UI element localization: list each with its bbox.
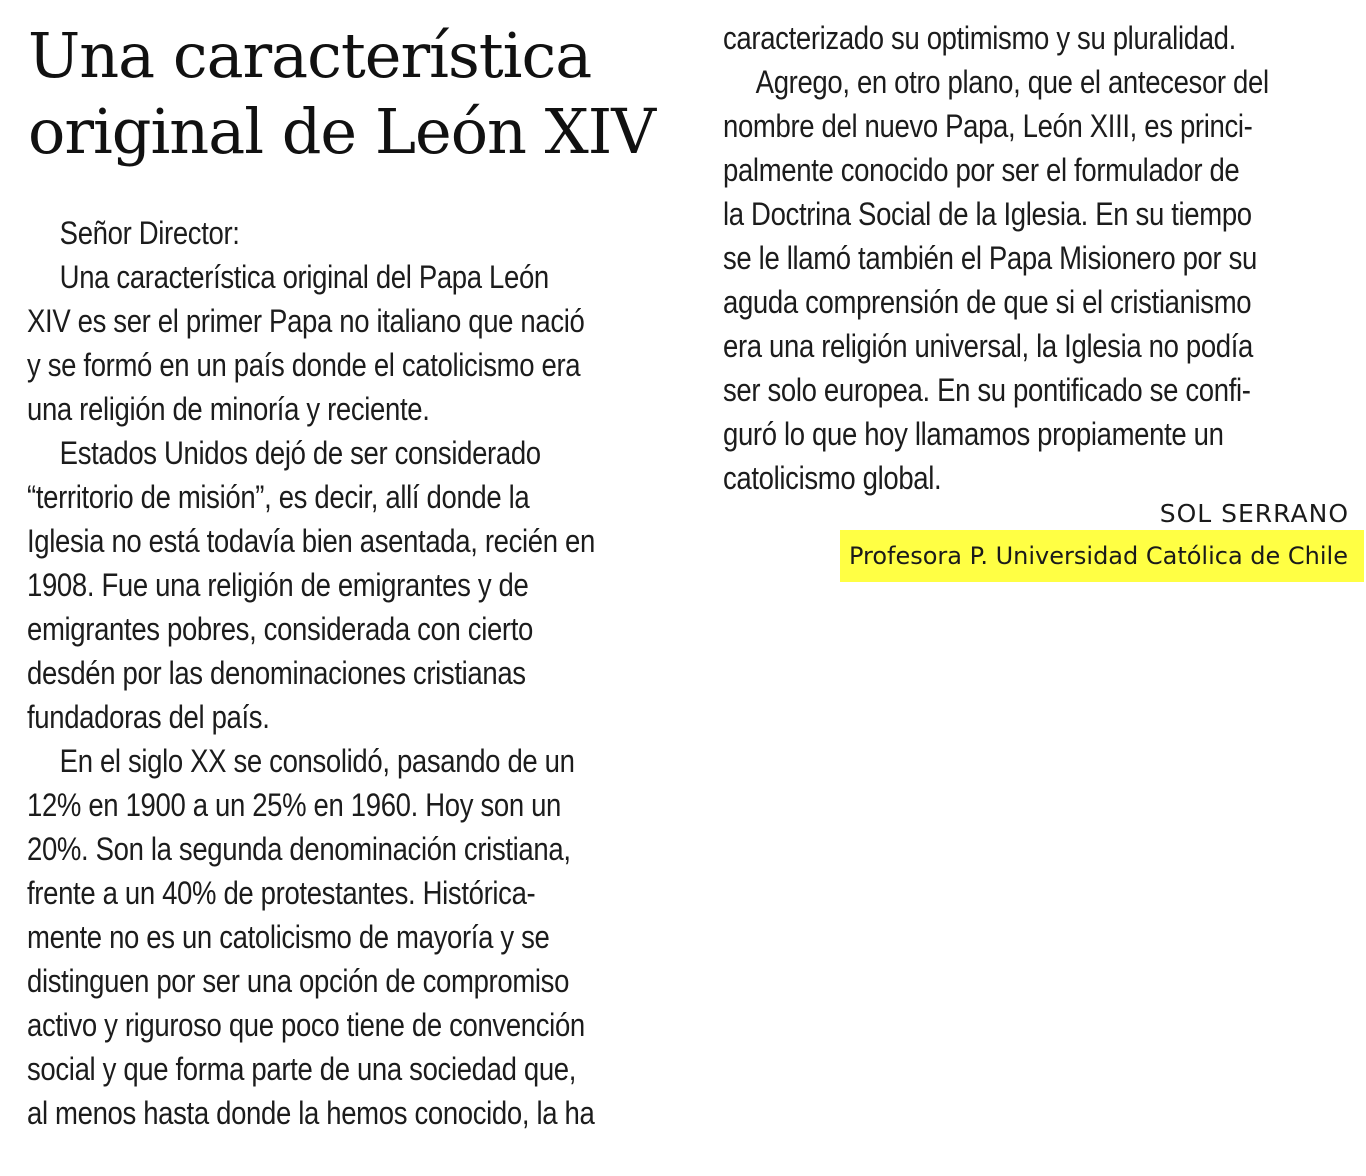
text-line: fundadoras del país. bbox=[27, 699, 270, 735]
text-line: desdén por las denominaciones cristianas bbox=[27, 655, 526, 691]
text-line: Estados Unidos dejó de ser considerado bbox=[59, 435, 541, 471]
text-line: una religión de minoría y reciente. bbox=[27, 391, 430, 427]
text-line: distinguen por ser una opción de compromiso bbox=[27, 963, 570, 999]
body-column-right bbox=[723, 16, 1273, 500]
text-line: ser solo europea. En su pontificado se confi- bbox=[723, 372, 1251, 408]
headline-line: original de León XIV bbox=[28, 95, 656, 168]
text-line: mente no es un catolicismo de mayoría y se bbox=[27, 919, 550, 955]
text-line: al menos hasta donde la hemos conocido, la ha bbox=[27, 1095, 595, 1131]
text-line: frente a un 40% de protestantes. Histórica- bbox=[27, 875, 536, 911]
salutation: Señor Director: bbox=[59, 215, 240, 251]
text-line: y se formó en un país donde el catolicismo era bbox=[27, 347, 581, 383]
author-role-highlighted: Profesora P. Universidad Católica de Chile bbox=[840, 530, 1364, 582]
headline-line: Una característica bbox=[28, 19, 592, 92]
author-name: SOL SERRANO bbox=[1160, 498, 1349, 534]
body-column-left bbox=[27, 211, 595, 1135]
text-line: guró lo que hoy llamamos propiamente un bbox=[723, 416, 1224, 452]
text-line: emigrantes pobres, considerada con cierto bbox=[27, 611, 534, 647]
text-line: 12% en 1900 a un 25% en 1960. Hoy son un bbox=[27, 787, 562, 823]
text-line: En el siglo XX se consolidó, pasando de un bbox=[59, 743, 575, 779]
text-line: aguda comprensión de que si el cristianismo bbox=[723, 284, 1252, 320]
text-line: 20%. Son la segunda denominación cristiana, bbox=[27, 831, 571, 867]
text-line: XIV es ser el primer Papa no italiano que nació bbox=[27, 303, 585, 339]
text-line: catolicismo global. bbox=[723, 460, 942, 496]
text-line: caracterizado su optimismo y su pluralidad. bbox=[723, 20, 1236, 56]
text-line: la Doctrina Social de la Iglesia. En su tiempo bbox=[723, 196, 1252, 232]
text-line: Iglesia no está todavía bien asentada, recién en bbox=[27, 523, 595, 559]
text-line: palmente conocido por ser el formulador de bbox=[723, 152, 1240, 188]
headline bbox=[28, 18, 668, 170]
text-line: social y que forma parte de una sociedad que, bbox=[27, 1051, 577, 1087]
text-line: activo y riguroso que poco tiene de convención bbox=[27, 1007, 585, 1043]
text-line: Agrego, en otro plano, que el antecesor del bbox=[755, 64, 1269, 100]
text-line: Una característica original del Papa León bbox=[59, 259, 549, 295]
text-line: nombre del nuevo Papa, León XIII, es princi- bbox=[723, 108, 1253, 144]
text-line: se le llamó también el Papa Misionero por su bbox=[723, 240, 1258, 276]
text-line: 1908. Fue una religión de emigrantes y de bbox=[27, 567, 529, 603]
text-line: “territorio de misión”, es decir, allí donde la bbox=[27, 479, 530, 515]
text-line: era una religión universal, la Iglesia no podía bbox=[723, 328, 1254, 364]
